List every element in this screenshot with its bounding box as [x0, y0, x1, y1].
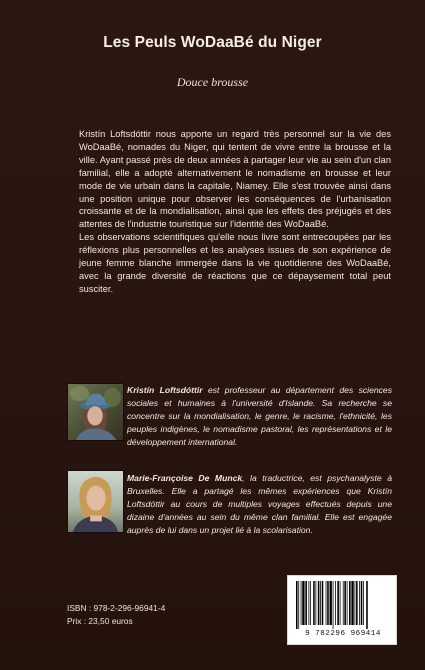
barcode-bar	[356, 581, 358, 625]
barcode-bar	[330, 581, 332, 625]
barcode-bar	[361, 581, 363, 625]
barcode-bar	[318, 581, 320, 625]
isbn-price-block	[67, 602, 165, 627]
barcode-bar	[349, 581, 351, 625]
barcode-bar	[335, 581, 336, 625]
barcode-bar	[320, 581, 321, 625]
barcode-bar	[343, 581, 344, 625]
barcode-bar	[363, 581, 364, 625]
barcode-bar	[337, 581, 339, 625]
barcode-bar	[301, 581, 302, 625]
blurb	[79, 128, 391, 296]
book-title: Les Peuls WoDaaBé du Niger	[103, 34, 322, 51]
barcode	[287, 575, 397, 645]
author-bio-text: est professeur au département des sciences sociales et humaines à l'université d'Islande. Sa recherche se concentre sur la mondialisation, le genre, le racisme, l'ethnicité, les peuples indigènes, le nomadisme pastoral, les représentations et le développement international.	[127, 385, 393, 447]
author-name: Kristín Loftsdóttir	[127, 385, 203, 395]
price: Prix : 23,50 euros	[67, 615, 133, 626]
barcode-bar	[316, 581, 317, 625]
barcode-number: 9 782296 969414	[305, 630, 381, 638]
author-photo	[67, 383, 124, 441]
barcode-bar	[366, 581, 368, 629]
barcode-bar	[296, 581, 298, 629]
barcode-bar	[308, 581, 309, 625]
barcode-bar	[359, 581, 360, 625]
isbn: ISBN : 978-2-296-96941-4	[67, 603, 166, 613]
barcode-bar	[340, 581, 341, 625]
barcode-bar	[347, 581, 348, 625]
barcode-bar	[313, 581, 315, 625]
translator-bio-text: , la traductrice, est psychanalyste à Bruxelles. Elle a partagé les mêmes expériences que Kristín Loftsdóttir au cours de multiples voyages effectués depuis une dizaine d'années au sein du même clan familial. Elle est engagée auprès de lui dans un projet lié à la scolarisation.	[127, 473, 392, 535]
translator-name: Marie-Françoise De Munck	[127, 473, 243, 483]
barcode-bar	[310, 581, 311, 625]
barcode-bar	[322, 581, 324, 625]
translator-bio	[127, 472, 392, 537]
barcode-bar	[344, 581, 346, 625]
blurb-paragraph-2: Les observations scientifiques qu'elle nous livre sont entrecoupées par les réflexions plus personnelles et les analyses issues de son expérience de jeune femme blanche immergée dans la vie quotidienne des WoDaaBé, avec la grande diversité de réactions que ce dépaysement total peut susciter.	[79, 232, 391, 294]
barcode-bar	[327, 581, 329, 625]
barcode-bars	[294, 581, 392, 629]
barcode-bar	[351, 581, 353, 625]
barcode-bar	[326, 581, 327, 625]
barcode-bar	[302, 581, 304, 625]
barcode-bar	[305, 581, 307, 625]
barcode-bar	[355, 581, 356, 625]
blurb-paragraph-1: Kristín Loftsdóttir nous apporte un regard très personnel sur la vie des WoDaaBé, nomades du Niger, qui tentent de vivre entre la brousse et la ville. Ayant passé près de deux années à partager leur vie au sein d'un clan familial, elle a adopté alternativement le nomadisme en brousse et leur mode de vie urbain dans la capitale, Niamey. Elle s'est trouvée ainsi dans une position unique pour observer les conséquences de l'urbanisation croissante et de la mondialisation, ainsi que les effets des préjugés et des attentes de l'industrie touristique sur l'identité des WoDaaBé.	[79, 129, 391, 230]
barcode-bar	[333, 581, 334, 629]
author-bio	[127, 384, 392, 449]
book-subtitle: Douce brousse	[176, 75, 249, 89]
barcode-bar	[298, 581, 299, 629]
translator-photo	[67, 470, 124, 533]
